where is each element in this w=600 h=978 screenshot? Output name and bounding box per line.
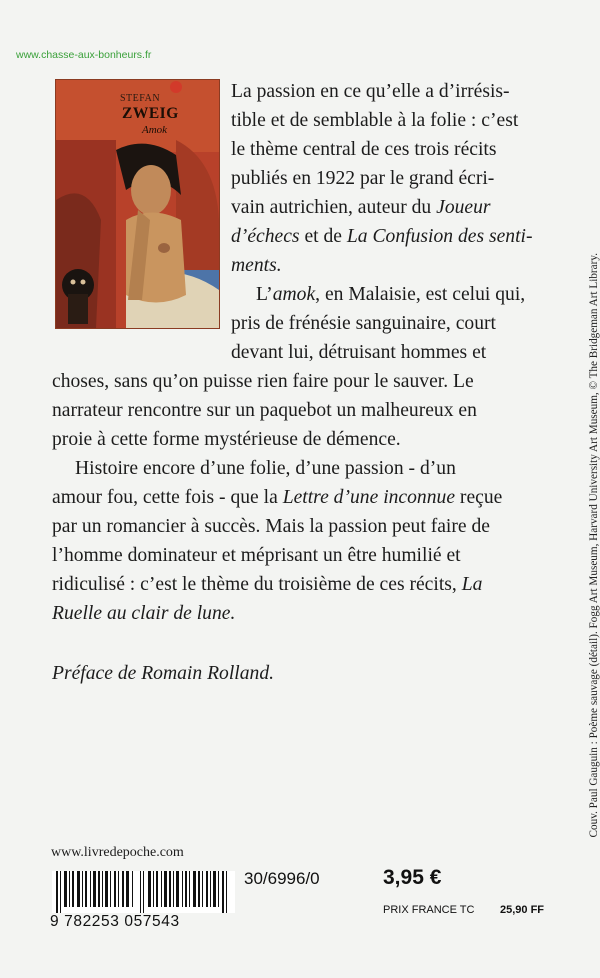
text: , en Malaisie, est celui qui, [315,284,526,305]
italic-text: d’échecs [231,226,300,247]
price: 3,95 € [383,866,442,889]
text: pris de frénésie sanguinaire, court [231,313,496,334]
italic-text: La Confusion des senti- [346,226,533,247]
barcode-image [52,871,235,913]
text: Histoire encore d’une folie, d’une passion - d’un [75,458,456,479]
blurb-line [231,223,533,252]
text: reçue [459,487,503,508]
watermark-url: www.chasse-aux-bonheurs.fr [16,49,152,61]
cover-title: ZWEIG [122,105,179,122]
blurb-line [52,368,474,397]
price-france-label: PRIX FRANCE TC [383,904,475,916]
preface-text: Préface de Romain Rolland. [52,663,275,684]
text: choses, sans qu’on puisse rien faire pour le sauver. Le [52,371,474,392]
blurb-line [52,571,482,600]
text: proie à cette forme mystérieuse de démence. [52,429,401,450]
blurb-line [52,600,235,629]
italic-text: La [461,574,483,595]
cover-credit: Couv. Paul Gauguin : Poème sauvage (détail). Fogg Art Museum, Harvard University Art Museum, © The Bridgeman Art Library. [588,253,600,838]
blurb-line [52,542,461,571]
italic-text: amok [272,284,316,305]
blurb-line [231,107,518,136]
text: La passion en ce qu’elle a d’irrésis- [231,81,510,102]
italic-text: Joueur [436,197,491,218]
text: narrateur rencontre sur un paquebot un malheureux en [52,400,477,421]
text: et de [304,226,342,247]
cover-subtitle: Amok [142,124,168,136]
blurb-line [52,513,490,542]
italic-text: ments. [231,255,282,276]
blurb-line [231,252,282,281]
blurb-line [52,397,477,426]
blurb-line [256,281,525,310]
text: devant lui, détruisant hommes et [231,342,487,363]
blurb-line [52,484,502,513]
price-france-value: 25,90 FF [500,904,545,916]
blurb-line [231,136,496,165]
text: le thème central de ces trois récits [231,139,497,160]
italic-text: Lettre d’une inconnue [282,487,456,508]
italic-text: Ruelle au clair de lune. [52,603,236,624]
text: tible et de semblable à la folie : c’est [231,110,519,131]
text: ridiculisé : c’est le thème du troisième de ces récits, [52,574,457,595]
text: l’homme dominateur et méprisant un être humilié et [52,545,461,566]
text: par un romancier à succès. Mais la passion peut faire de [52,516,490,537]
cover-author: STEFAN [120,93,161,104]
text: amour fou, cette fois - que la [52,487,278,508]
text: L’ [256,284,273,305]
blurb-line [231,339,486,368]
publisher-url: www.livredepoche.com [51,845,184,860]
text: vain autrichien, auteur du [231,197,432,218]
blurb-line [75,455,456,484]
blurb-line [231,310,496,339]
text: publiés en 1922 par le grand écri- [231,168,495,189]
blurb-line [231,78,570,107]
preface-line [52,660,274,689]
blurb-line [231,165,494,194]
barcode-number: 9 782253 057543 [50,913,180,930]
blurb-line [231,194,491,223]
blurb-line [52,426,401,455]
catalog-code: 30/6996/0 [244,869,320,888]
